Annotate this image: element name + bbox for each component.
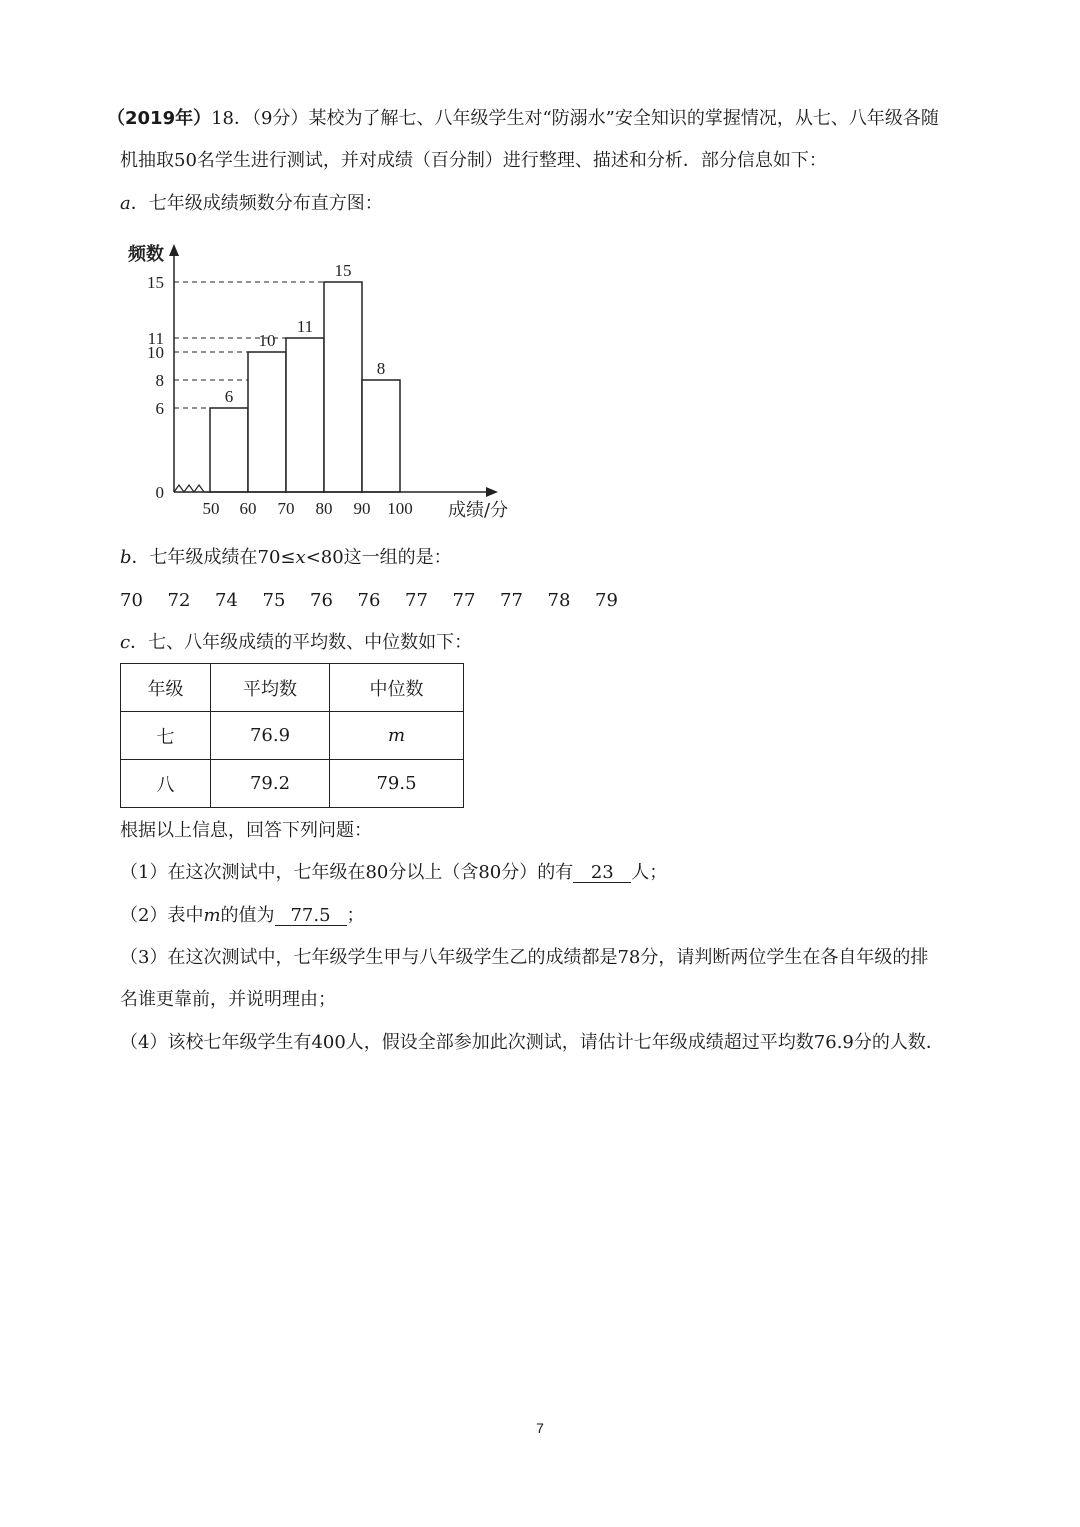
- table-cell: 79.2: [211, 760, 330, 808]
- histogram-bar: [286, 338, 324, 492]
- q1-prefix: （1）在这次测试中，七年级在80分以上（含80分）的有: [120, 862, 574, 883]
- histogram-bar: [362, 380, 400, 492]
- axis-break: [174, 485, 210, 492]
- stats-table: [120, 663, 464, 808]
- part-a-text: ．七年级成绩频数分布直方图：: [130, 193, 383, 214]
- y-tick-label: 0: [155, 483, 164, 502]
- score-value: 76: [310, 590, 333, 611]
- histogram-chart: [120, 238, 530, 528]
- q2-answer: 77.5: [275, 907, 347, 926]
- score-value: 74: [215, 590, 238, 611]
- bar-value-label: 10: [258, 331, 276, 350]
- q1-suffix: 人；: [631, 862, 668, 883]
- score-value: 77: [405, 590, 428, 611]
- score-value: 75: [262, 590, 286, 611]
- table-cell: 八: [121, 760, 211, 808]
- score-value: 79: [595, 590, 618, 611]
- bar-value-label: 11: [296, 317, 314, 336]
- x-axis-label: 成绩/分: [448, 500, 509, 521]
- table-header-row: [121, 664, 464, 712]
- score-value: 72: [167, 590, 191, 611]
- question-header-text: 18．（9分）某校为了解七、八年级学生对“防溺水”安全知识的掌握情况，从七、八年级各随: [211, 108, 939, 129]
- q2-mid: 的值为: [220, 905, 275, 926]
- part-c-text: ．七、八年级成绩的平均数、中位数如下：: [130, 632, 473, 653]
- q2-prefix: （2）表中: [120, 905, 204, 926]
- q2-var: m: [203, 905, 221, 926]
- question-line-2: 机抽取50名学生进行测试，并对成绩（百分制）进行整理、描述和分析．部分信息如下：: [120, 150, 827, 171]
- score-list: [120, 592, 643, 610]
- questions-prompt: 根据以上信息，回答下列问题：: [120, 820, 372, 841]
- y-tick-label: 10: [147, 343, 164, 362]
- part-b-text-1: ．七年级成绩在70≤: [131, 547, 296, 568]
- part-a-label: [120, 195, 383, 213]
- histogram-bar: [210, 408, 248, 492]
- question-header: [107, 110, 939, 128]
- bar-value-label: 15: [334, 261, 352, 280]
- y-tick-label: 11: [147, 329, 164, 348]
- y-tick-label: 8: [155, 371, 164, 390]
- table-header-cell: 平均数: [211, 664, 330, 712]
- part-c-letter: c: [120, 632, 131, 653]
- q2-suffix: ；: [346, 905, 365, 926]
- x-tick-label: 80: [315, 499, 333, 518]
- score-value: 78: [547, 590, 571, 611]
- table-cell: 79.5: [330, 760, 464, 808]
- score-value: 76: [357, 590, 381, 611]
- sub-question-2: [120, 907, 365, 926]
- x-axis-arrow: [486, 487, 498, 497]
- histogram-bar: [248, 352, 286, 492]
- table-cell: m: [330, 712, 464, 760]
- sub-question-4: （4）该校七年级学生有400人，假设全部参加此次测试，请估计七年级成绩超过平均数76.9分的人数．: [120, 1032, 944, 1053]
- x-tick-label: 60: [239, 499, 257, 518]
- x-tick-label: 90: [353, 499, 371, 518]
- year-tag: （2019年）: [107, 108, 212, 129]
- part-b-letter: b: [120, 547, 132, 568]
- bar-value-label: 8: [376, 359, 386, 378]
- bar-value-label: 6: [224, 387, 234, 406]
- table-row: [121, 712, 464, 760]
- y-tick-label: 15: [147, 273, 164, 292]
- sub-question-1: [120, 864, 667, 883]
- score-value: 70: [120, 590, 143, 611]
- part-b-text-2: <80这一组的是：: [305, 547, 452, 568]
- x-tick-label: 100: [387, 499, 413, 518]
- part-b-var: x: [295, 547, 306, 568]
- sub-question-3-line-1: （3）在这次测试中，七年级学生甲与八年级学生乙的成绩都是78分，请判断两位学生在各自年级的排: [120, 947, 929, 968]
- table-header-cell: 年级: [121, 664, 211, 712]
- part-c-label: [120, 634, 472, 652]
- table-header-cell: 中位数: [330, 664, 464, 712]
- y-axis-label: 频数: [128, 244, 164, 265]
- score-value: 77: [452, 590, 476, 611]
- x-tick-label: 70: [277, 499, 295, 518]
- q1-answer: 23: [573, 864, 631, 883]
- page-number: 7: [536, 1420, 544, 1436]
- sub-question-3-line-2: 名谁更靠前，并说明理由；: [120, 989, 336, 1010]
- table-row: [121, 760, 464, 808]
- score-value: 77: [500, 590, 523, 611]
- x-tick-label: 50: [202, 499, 220, 518]
- y-axis-arrow: [169, 244, 179, 256]
- part-b-label: [120, 549, 452, 567]
- part-a-letter: a: [120, 193, 131, 214]
- table-cell: 76.9: [211, 712, 330, 760]
- table-cell: 七: [121, 712, 211, 760]
- histogram-bar: [324, 282, 362, 492]
- y-tick-label: 6: [155, 399, 164, 418]
